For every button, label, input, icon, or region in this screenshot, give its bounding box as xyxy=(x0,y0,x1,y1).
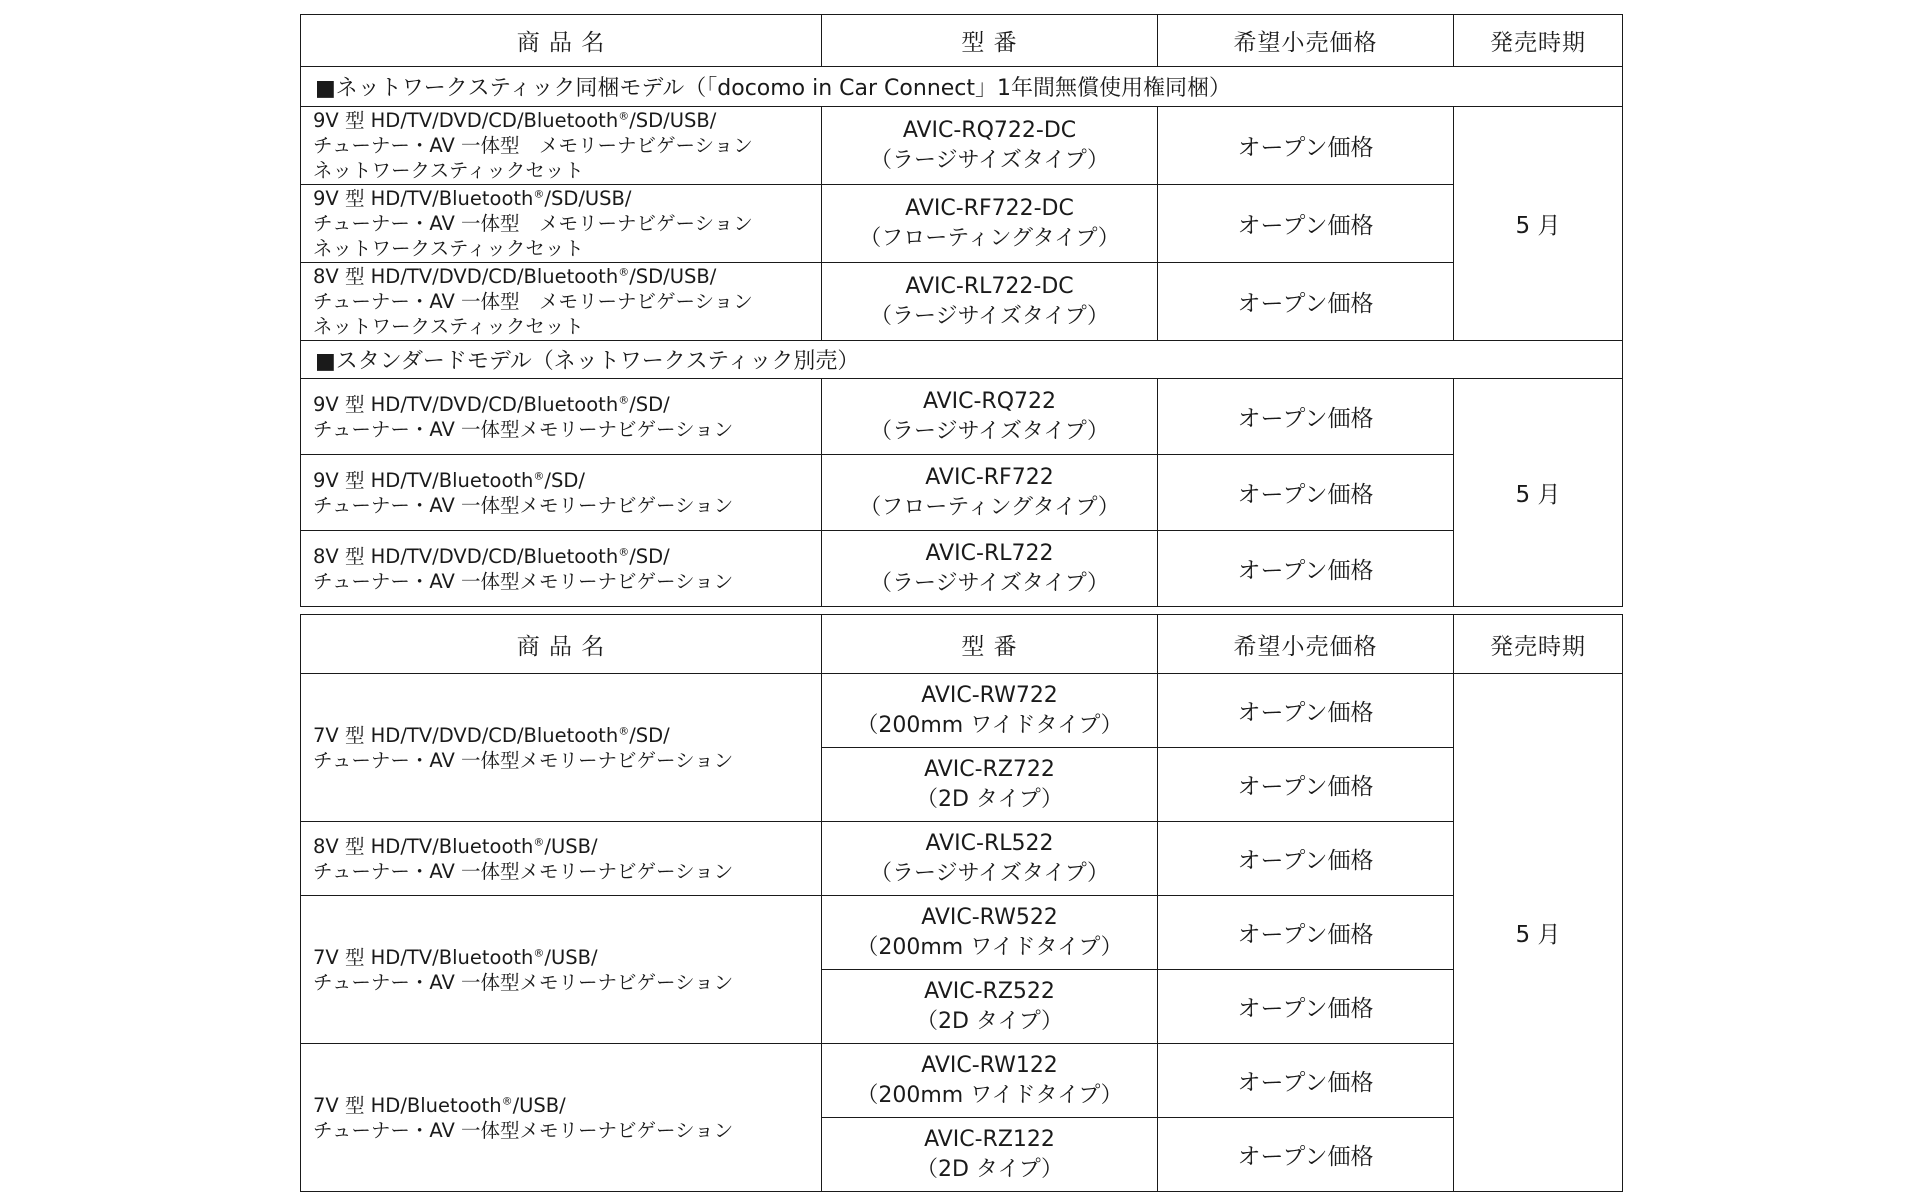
product-name-cell: 9V 型 HD/TV/DVD/CD/Bluetooth®/SD/USB/ チューナー・AV 一体型 メモリーナビゲーション ネットワークスティックセット xyxy=(301,107,822,185)
model-cell xyxy=(822,748,1158,822)
price-cell: オープン価格 xyxy=(1158,455,1454,531)
product-name-cell: 9V 型 HD/TV/DVD/CD/Bluetooth®/SD/ チューナー・AV 一体型メモリーナビゲーション xyxy=(301,379,822,455)
table-row xyxy=(301,896,1623,970)
product-table-additional xyxy=(300,614,1623,1192)
release-cell: 5 月 xyxy=(1454,379,1623,607)
header-model-number: 型 番 xyxy=(822,15,1158,67)
model-number: AVIC-RZ722 xyxy=(924,756,1055,782)
release-cell: 5 月 xyxy=(1454,674,1623,1192)
header-release: 発売時期 xyxy=(1454,15,1623,67)
table-row xyxy=(301,107,1623,185)
release-cell: 5 月 xyxy=(1454,107,1623,341)
product-name-cell: 9V 型 HD/TV/Bluetooth®/SD/USB/ チューナー・AV 一体型 メモリーナビゲーション ネットワークスティックセット xyxy=(301,185,822,263)
model-cell xyxy=(822,822,1158,896)
product-name-cell: 8V 型 HD/TV/DVD/CD/Bluetooth®/SD/ チューナー・AV 一体型メモリーナビゲーション xyxy=(301,531,822,607)
price-cell: オープン価格 xyxy=(1158,263,1454,341)
header-price: 希望小売価格 xyxy=(1158,15,1454,67)
table-row xyxy=(301,185,1623,263)
model-cell xyxy=(822,1118,1158,1192)
model-type: （2D タイプ） xyxy=(915,1156,1064,1182)
price-cell: オープン価格 xyxy=(1158,822,1454,896)
model-type: （フローティングタイプ） xyxy=(859,494,1120,520)
header-price: 希望小売価格 xyxy=(1158,615,1454,674)
model-number: AVIC-RW522 xyxy=(921,904,1058,930)
model-number: AVIC-RZ522 xyxy=(924,978,1055,1004)
table-row xyxy=(301,379,1623,455)
section-title-standard: ■スタンダードモデル（ネットワークスティック別売） xyxy=(301,341,1623,379)
model-number: AVIC-RW122 xyxy=(921,1052,1058,1078)
model-number: AVIC-RZ122 xyxy=(924,1126,1055,1152)
model-number: AVIC-RF722-DC xyxy=(905,195,1074,221)
product-name-cell: 7V 型 HD/TV/Bluetooth®/USB/ チューナー・AV 一体型メモリーナビゲーション xyxy=(301,896,822,1044)
model-type: （フローティングタイプ） xyxy=(859,225,1120,251)
model-number: AVIC-RW722 xyxy=(921,682,1058,708)
model-type: （200mm ワイドタイプ） xyxy=(856,1082,1123,1108)
price-cell: オープン価格 xyxy=(1158,674,1454,748)
table-row xyxy=(301,1044,1623,1118)
model-cell xyxy=(822,531,1158,607)
price-cell: オープン価格 xyxy=(1158,1044,1454,1118)
model-type: （ラージサイズタイプ） xyxy=(870,303,1109,329)
table-row xyxy=(301,674,1623,748)
model-number: AVIC-RL722-DC xyxy=(905,273,1074,299)
model-type: （2D タイプ） xyxy=(915,1008,1064,1034)
table-row xyxy=(301,263,1623,341)
model-number: AVIC-RQ722 xyxy=(922,388,1057,414)
model-cell xyxy=(822,263,1158,341)
product-name-cell: 7V 型 HD/Bluetooth®/USB/ チューナー・AV 一体型メモリーナビゲーション xyxy=(301,1044,822,1192)
price-cell: オープン価格 xyxy=(1158,531,1454,607)
section-row-standard xyxy=(301,341,1623,379)
table-row xyxy=(301,822,1623,896)
header-model-number: 型 番 xyxy=(822,615,1158,674)
model-cell xyxy=(822,185,1158,263)
model-cell xyxy=(822,970,1158,1044)
product-table-network-standard xyxy=(300,14,1623,607)
price-cell: オープン価格 xyxy=(1158,379,1454,455)
product-name-cell: 9V 型 HD/TV/Bluetooth®/SD/ チューナー・AV 一体型メモリーナビゲーション xyxy=(301,455,822,531)
table-row xyxy=(301,531,1623,607)
model-number: AVIC-RQ722-DC xyxy=(902,117,1077,143)
model-cell xyxy=(822,1044,1158,1118)
model-type: （ラージサイズタイプ） xyxy=(870,570,1109,596)
model-cell xyxy=(822,674,1158,748)
model-number: AVIC-RL522 xyxy=(925,830,1054,856)
model-type: （200mm ワイドタイプ） xyxy=(856,712,1123,738)
table-header-row xyxy=(301,615,1623,674)
model-number: AVIC-RL722 xyxy=(925,540,1054,566)
price-cell: オープン価格 xyxy=(1158,1118,1454,1192)
table-row xyxy=(301,455,1623,531)
product-name-cell: 8V 型 HD/TV/DVD/CD/Bluetooth®/SD/USB/ チューナー・AV 一体型 メモリーナビゲーション ネットワークスティックセット xyxy=(301,263,822,341)
product-name-cell: 8V 型 HD/TV/Bluetooth®/USB/ チューナー・AV 一体型メモリーナビゲーション xyxy=(301,822,822,896)
model-type: （ラージサイズタイプ） xyxy=(870,418,1109,444)
table-header-row xyxy=(301,15,1623,67)
model-cell xyxy=(822,896,1158,970)
model-cell xyxy=(822,455,1158,531)
header-product-name: 商 品 名 xyxy=(301,15,822,67)
price-cell: オープン価格 xyxy=(1158,185,1454,263)
model-type: （2D タイプ） xyxy=(915,786,1064,812)
header-release: 発売時期 xyxy=(1454,615,1623,674)
price-cell: オープン価格 xyxy=(1158,970,1454,1044)
model-type: （ラージサイズタイプ） xyxy=(870,860,1109,886)
model-cell xyxy=(822,379,1158,455)
product-name-cell: 7V 型 HD/TV/DVD/CD/Bluetooth®/SD/ チューナー・AV 一体型メモリーナビゲーション xyxy=(301,674,822,822)
section-row-network xyxy=(301,67,1623,107)
model-type: （ラージサイズタイプ） xyxy=(870,147,1109,173)
price-cell: オープン価格 xyxy=(1158,107,1454,185)
header-product-name: 商 品 名 xyxy=(301,615,822,674)
section-title-network: ■ネットワークスティック同梱モデル（「docomo in Car Connect」1年間無償使用権同梱） xyxy=(301,67,1623,107)
model-type: （200mm ワイドタイプ） xyxy=(856,934,1123,960)
model-number: AVIC-RF722 xyxy=(925,464,1054,490)
model-cell xyxy=(822,107,1158,185)
price-cell: オープン価格 xyxy=(1158,748,1454,822)
price-cell: オープン価格 xyxy=(1158,896,1454,970)
